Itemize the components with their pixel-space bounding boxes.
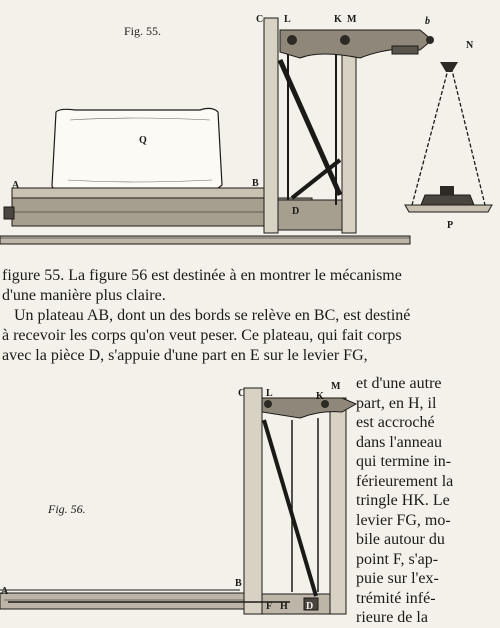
figure-55-caption: Fig. 55. xyxy=(124,24,162,38)
column-line: bile autour du xyxy=(356,531,445,548)
fig56-label-B: B xyxy=(235,578,242,589)
fig56-label-D: D xyxy=(306,601,314,612)
column-line: part, en H, il xyxy=(356,394,437,412)
column-line: levier FG, mo- xyxy=(356,511,451,529)
text-line-5: avec la pièce D, s'appuie d'une part en E sur le levier FG, xyxy=(2,347,368,364)
fig56-label-K: K xyxy=(316,391,324,402)
text-line-4: à recevoir les corps qu'on veut peser. Ce plateau, qui fait corps xyxy=(2,327,402,344)
fig55-label-Q: Q xyxy=(139,135,147,146)
fig55-label-L: L xyxy=(284,14,291,25)
fig56-label-F: F xyxy=(266,601,273,612)
column-line: puie sur l'ex- xyxy=(356,570,439,587)
fig55-label-P: P xyxy=(447,220,454,231)
fig56-label-A: A xyxy=(1,586,9,597)
fig56-label-M: M xyxy=(331,381,341,392)
column-line: dans l'anneau xyxy=(356,433,442,451)
fig55-label-M: M xyxy=(347,14,357,25)
fig55-label-A: A xyxy=(12,180,20,191)
column-line: trémité infé- xyxy=(356,589,436,607)
fig55-label-N: N xyxy=(466,40,474,51)
fig56-label-L: L xyxy=(266,388,273,399)
text-line-2: d'une manière plus claire. xyxy=(2,287,166,304)
fig55-label-B: B xyxy=(252,178,259,189)
column-line: rieure de la xyxy=(356,609,428,626)
fig55-label-b: b xyxy=(425,16,430,27)
column-line: et d'une autre xyxy=(356,375,442,392)
fig55-label-D: D xyxy=(292,206,300,217)
column-line: point F, s'ap- xyxy=(356,550,439,568)
text-line-1: figure 55. La figure 56 est destinée à en montrer le mécanisme xyxy=(2,267,402,284)
column-line: férieurement la xyxy=(356,472,454,490)
text-line-3: Un plateau AB, dont un des bords se relève en BC, est destiné xyxy=(14,307,411,324)
column-line: est accroché xyxy=(356,414,435,431)
fig55-label-K: K xyxy=(334,14,342,25)
side-column-text xyxy=(356,374,496,628)
fig56-label-C: C xyxy=(238,388,246,399)
column-line: qui termine in- xyxy=(356,453,452,470)
fig55-label-C: C xyxy=(256,14,264,25)
figure-56-caption: Fig. 56. xyxy=(48,502,86,516)
fig56-label-H: H xyxy=(280,601,288,612)
column-line: tringle HK. Le xyxy=(356,492,450,509)
